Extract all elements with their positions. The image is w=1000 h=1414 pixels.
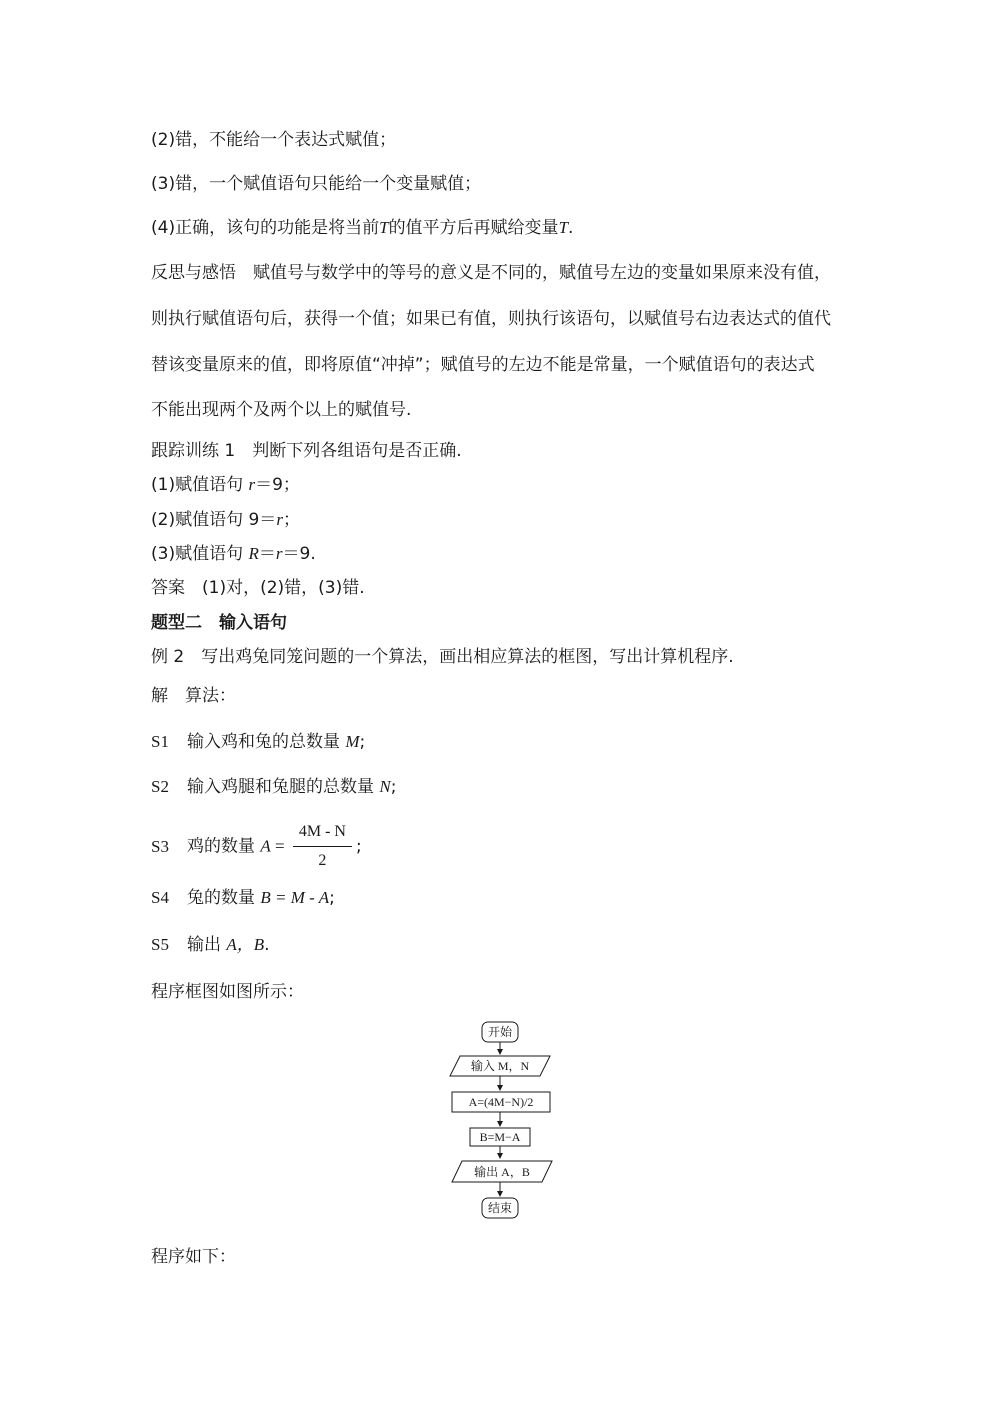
text-span: ; [359, 732, 366, 752]
flow-label: 开始 [487, 1025, 513, 1039]
example-line: 例 2 写出鸡兔同笼问题的一个算法，画出相应算法的框图，写出计算机程序. [151, 647, 734, 667]
fraction [293, 820, 352, 873]
flowchart-intro: 程序框图如图所示： [151, 982, 304, 1002]
text-span: 输出 [186, 935, 227, 955]
program-intro: 程序如下： [151, 1247, 236, 1267]
text-span: . [568, 218, 574, 238]
text-span: ; [355, 836, 362, 857]
step-label: S2 [151, 777, 169, 796]
flow-label: 输出 A，B [474, 1165, 530, 1179]
math-variable: T [379, 218, 389, 237]
math-variable: T [558, 218, 569, 237]
text-span: ＝9. [282, 544, 316, 564]
text-span: ； [282, 510, 300, 530]
text-span: ＝9； [255, 475, 300, 495]
exercise-item [151, 542, 316, 566]
step-s1 [151, 730, 365, 754]
step-label: S1 [151, 732, 169, 751]
answer-line: 答案 (1)对，(2)错，(3)错. [151, 578, 365, 598]
text-line: (2)错，不能给一个表达式赋值； [151, 130, 397, 150]
section-heading: 题型二 输入语句 [151, 613, 287, 633]
text-span: 鸡的数量 [186, 836, 261, 857]
fraction-denominator: 2 [318, 852, 327, 869]
text-span: (2)赋值语句 9＝ [151, 510, 277, 530]
text-span: = [270, 836, 289, 856]
text-span: (4)正确，该句的功能是将当前 [151, 218, 380, 238]
reflection-line: 不能出现两个及两个以上的赋值号. [151, 400, 412, 420]
text-span: 的值平方后再赋给变量 [388, 218, 559, 238]
step-s5 [151, 933, 270, 957]
step-label: S4 [151, 888, 169, 907]
step-s4 [151, 886, 335, 910]
text-span: ＝ [258, 544, 276, 564]
step-s3 [151, 820, 362, 873]
flow-label: 结束 [487, 1201, 513, 1215]
reflection-line: 替该变量原来的值，即将原值“冲掉”；赋值号的左边不能是常量，一个赋值语句的表达式 [151, 355, 815, 375]
math-variable: R [248, 544, 259, 563]
text-span: 输入鸡腿和兔腿的总数量 [186, 777, 380, 797]
text-span: ; [390, 777, 397, 797]
text-span: . [264, 935, 270, 955]
text-span: (1)赋值语句 [151, 475, 249, 495]
math-variable: r [276, 510, 283, 529]
reflection-line: 反思与感悟 赋值号与数学中的等号的意义是不同的，赋值号左边的变量如果原来没有值， [151, 263, 831, 283]
text-line [151, 216, 573, 240]
math-variable: r [275, 544, 283, 563]
reflection-line: 则执行赋值语句后，获得一个值；如果已有值，则执行该语句，以赋值号右边表达式的值代 [151, 309, 831, 329]
flow-label: 输入 M，N [470, 1059, 530, 1073]
text-line: (3)错，一个赋值语句只能给一个变量赋值； [151, 174, 482, 194]
exercise-item [151, 473, 300, 497]
step-label: S5 [151, 935, 169, 954]
fraction-numerator: 4M - N [293, 820, 352, 847]
flow-label: B=M−A [479, 1130, 521, 1144]
math-expression: B = M - A [260, 888, 330, 907]
math-variable: r [248, 475, 256, 494]
text-span: 输入鸡和兔的总数量 [186, 732, 346, 752]
exercise-item [151, 508, 300, 532]
step-s2 [151, 775, 396, 799]
solution-heading: 解 算法： [151, 686, 236, 706]
text-span: 兔的数量 [186, 888, 261, 908]
math-expression: A，B [226, 935, 265, 954]
step-label: S3 [151, 836, 169, 856]
text-span: (3)赋值语句 [151, 544, 249, 564]
math-variable: A [260, 836, 271, 856]
math-variable: N [379, 777, 391, 796]
exercise-heading: 跟踪训练 1 判断下列各组语句是否正确. [151, 441, 462, 461]
flowchart [440, 1018, 570, 1224]
text-span: ; [329, 888, 335, 908]
math-variable: M [345, 732, 360, 751]
flow-label: A=(4M−N)/2 [468, 1095, 534, 1109]
